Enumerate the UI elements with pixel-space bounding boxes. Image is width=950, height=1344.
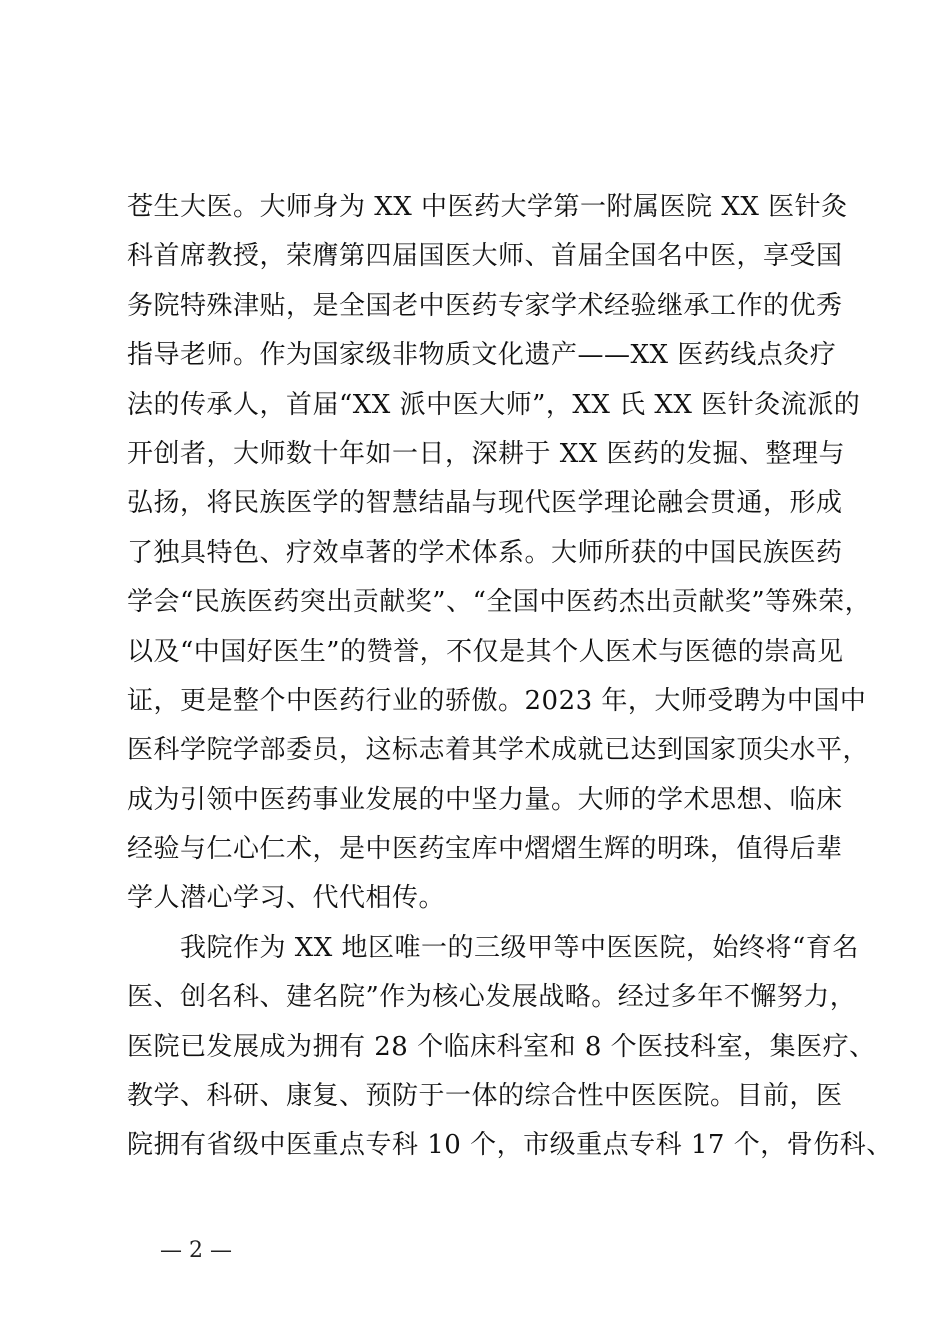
text-line: 以及“中国好医生”的赞誉，不仅是其个人医术与医德的崇高见	[127, 636, 844, 667]
text-line: 医、创名科、建名院”作为核心发展战略。经过多年不懈努力，	[127, 982, 857, 1013]
text-line: 务院特殊津贴，是全国老中医药专家学术经验继承工作的优秀	[127, 290, 843, 321]
page-number: — 2 —	[160, 1238, 232, 1263]
text-line: 学人潜心学习、代代相传。	[127, 883, 446, 914]
text-line: 开创者，大师数十年如一日，深耕于 XX 医药的发掘、整理与	[127, 438, 846, 469]
text-line: 了独具特色、疗效卓著的学术体系。大师所获的中国民族医药	[127, 537, 843, 568]
text-line: 我院作为 XX 地区唯一的三级甲等中医医院，始终将“育名	[127, 932, 859, 963]
text-line: 指导老师。作为国家级非物质文化遗产——XX 医药线点灸疗	[127, 340, 837, 371]
text-line: 学会“民族医药突出贡献奖”、“全国中医药杰出贡献奖”等殊荣，	[127, 587, 872, 618]
text-line: 证，更是整个中医药行业的骄傲。2023 年，大师受聘为中国中	[127, 685, 867, 716]
body-text	[127, 183, 893, 1171]
text-line: 经验与仁心仁术，是中医药宝库中熠熠生辉的明珠，值得后辈	[127, 834, 843, 865]
text-line: 成为引领中医药事业发展的中坚力量。大师的学术思想、临床	[127, 784, 843, 815]
text-line: 法的传承人，首届“XX 派中医大师”，XX 氏 XX 医针灸流派的	[127, 389, 861, 420]
text-line: 医科学院学部委员，这标志着其学术成就已达到国家顶尖水平，	[127, 735, 870, 766]
text-line: 教学、科研、康复、预防于一体的综合性中医医院。目前，医	[127, 1081, 843, 1112]
text-line: 苍生大医。大师身为 XX 中医药大学第一附属医院 XX 医针灸	[127, 192, 848, 222]
text-line: 科首席教授，荣膺第四届国医大师、首届全国名中医，享受国	[127, 241, 843, 272]
text-line: 弘扬，将民族医学的智慧结晶与现代医学理论融会贯通，形成	[127, 488, 843, 519]
text-line: 院拥有省级中医重点专科 10 个，市级重点专科 17 个，骨伤科、	[127, 1130, 893, 1161]
text-line: 医院已发展成为拥有 28 个临床科室和 8 个医技科室，集医疗、	[127, 1031, 876, 1062]
